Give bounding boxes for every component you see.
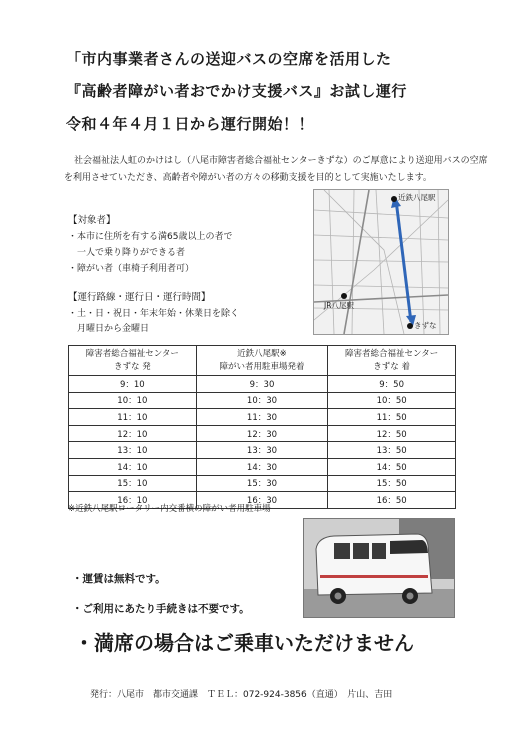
cell-arrival: 11：50 xyxy=(328,409,456,426)
cell-station: 11：30 xyxy=(196,409,328,426)
cell-station: 10：30 xyxy=(196,392,328,409)
table-row xyxy=(69,409,456,426)
header-arrival-line-2: きずな 着 xyxy=(373,361,410,372)
title-line-1: 「市内事業者さんの送迎バスの空席を活用した xyxy=(66,50,392,68)
table-row xyxy=(69,442,456,459)
full-seat-warning: ・満席の場合はご乗車いただけません xyxy=(74,631,414,655)
jr-station-marker xyxy=(341,293,347,299)
cell-station: 15：30 xyxy=(196,475,328,492)
cell-arrival: 10：50 xyxy=(328,392,456,409)
header-station-line-1: 近鉄八尾駅※ xyxy=(237,348,287,359)
route-line-2: 月曜日から金曜日 xyxy=(68,324,150,334)
cell-departure: 12：10 xyxy=(69,425,197,442)
timetable-header-station xyxy=(196,346,328,376)
cell-arrival: 12：50 xyxy=(328,425,456,442)
map-label-kintetsu: 近鉄八尾駅 xyxy=(398,193,436,202)
cell-departure: 13：10 xyxy=(69,442,197,459)
map-label-jr: JR八尾駅 xyxy=(324,301,354,310)
bus-photo xyxy=(303,518,455,618)
cell-station: 12：30 xyxy=(196,425,328,442)
cell-arrival: 14：50 xyxy=(328,458,456,475)
header-arrival-line-1: 障害者総合福祉センター xyxy=(345,348,439,359)
cell-station: 13：30 xyxy=(196,442,328,459)
route-heading: 【運行路線・運行日・運行時間】 xyxy=(68,292,211,303)
timetable-header-arrival xyxy=(328,346,456,376)
header-departure-line-2: きずな 発 xyxy=(114,361,151,372)
cell-arrival: 9：50 xyxy=(328,376,456,393)
eligibility-line-3: ・障がい者（車椅子利用者可） xyxy=(68,264,195,274)
eligibility-line-2: 一人で乗り降りができる者 xyxy=(68,248,186,258)
cell-departure: 15：10 xyxy=(69,475,197,492)
cell-station: 9：30 xyxy=(196,376,328,393)
cell-departure: 11：10 xyxy=(69,409,197,426)
bus-image xyxy=(304,519,454,617)
eligibility-line-1: ・本市に住所を有する満65歳以上の者で xyxy=(68,232,233,242)
publisher-footer: 発行：八尾市 都市交通課 ＴＥＬ：072-924-3856（直通） 片山、吉田 xyxy=(90,690,393,700)
cell-arrival: 16：50 xyxy=(328,492,456,509)
timetable xyxy=(68,345,456,509)
route-map xyxy=(313,189,449,335)
cell-station: 14：30 xyxy=(196,458,328,475)
parking-note: ※近鉄八尾駅ロータリー内交番横の障がい者用駐車場 xyxy=(68,504,271,514)
map-label-kizuna: きずな xyxy=(414,321,437,330)
map-streets xyxy=(314,190,448,334)
route-line-1: ・土・日・祝日・年末年始・休業日を除く xyxy=(68,309,240,319)
table-row xyxy=(69,458,456,475)
kizuna-marker xyxy=(407,323,413,329)
kintetsu-station-marker xyxy=(391,196,397,202)
cell-departure: 9：10 xyxy=(69,376,197,393)
table-row xyxy=(69,392,456,409)
title-line-2: 『高齢者障がい者おでかけ支援バス』お試し運行 xyxy=(66,82,407,100)
cell-departure: 10：10 xyxy=(69,392,197,409)
header-station-line-2: 障がい者用駐車場発着 xyxy=(219,361,305,372)
start-date-headline: 令和４年４月１日から運行開始！！ xyxy=(66,115,315,133)
cell-departure: 14：10 xyxy=(69,458,197,475)
table-row xyxy=(69,376,456,393)
no-procedure-notice: ・ご利用にあたり手続きは不要です。 xyxy=(72,603,250,615)
table-row xyxy=(69,425,456,442)
fare-free-notice: ・運賃は無料です。 xyxy=(72,573,166,585)
table-row xyxy=(69,475,456,492)
timetable-header-departure xyxy=(69,346,197,376)
cell-station: 16：30 xyxy=(196,492,328,509)
cell-departure: 16：10 xyxy=(69,492,197,509)
eligibility-heading: 【対象者】 xyxy=(68,215,116,226)
header-departure-line-1: 障害者総合福祉センター xyxy=(85,348,179,359)
intro-paragraph: 社会福祉法人虹のかけはし（八尾市障害者総合福祉センターきずな）のご厚意により送迎用バスの空席を利用させていただき、高齢者や障がい者の方々の移動支援を目的として実施いたします。 xyxy=(64,156,488,183)
cell-arrival: 13：50 xyxy=(328,442,456,459)
cell-arrival: 15：50 xyxy=(328,475,456,492)
